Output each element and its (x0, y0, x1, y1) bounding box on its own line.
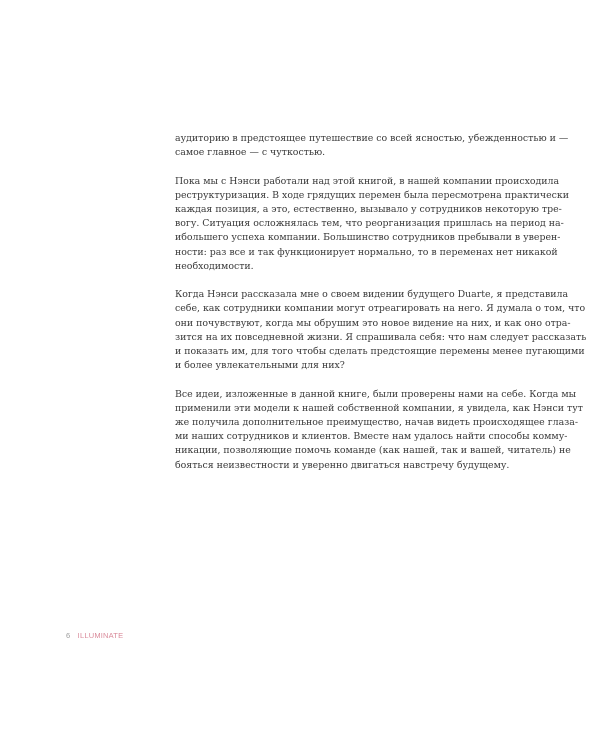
text-line: и показать им, для того чтобы сделать предстоящие перемены менее пугающими (175, 346, 585, 358)
page-footer (66, 631, 123, 640)
text-line: же получила дополнительное преимущество, начав видеть происходящее глаза- (175, 417, 579, 429)
text-line: ибольшего успеха компании. Большинство сотрудников пребывали в уверен- (175, 232, 561, 244)
text-line: Когда Нэнси рассказала мне о своем видении будущего Duarte, я представила (175, 289, 569, 301)
page-number: 6 (66, 631, 71, 640)
text-line: самое главное — с чуткостью. (175, 147, 326, 159)
text-line: они почувствуют, когда мы обрушим это новое видение на них, и как оно отра- (175, 317, 571, 329)
text-line: бояться неизвестности и уверенно двигаться навстречу будущему. (175, 459, 510, 471)
running-title: ILLUMINATE (77, 631, 124, 640)
text-line: реструктуризация. В ходе грядущих перемен была пересмотрена практически (175, 189, 569, 201)
paragraph-2 (175, 175, 569, 274)
body-text (175, 132, 587, 487)
paragraph-4 (175, 388, 583, 473)
text-line: Все идеи, изложенные в данной книге, были проверены нами на себе. Когда мы (175, 388, 577, 400)
text-line: аудиторию в предстоящее путешествие со всей ясностью, убежденностью и — (175, 133, 569, 144)
paragraph-3 (175, 288, 587, 373)
text-line: каждая позиция, а это, естественно, вызывало у сотрудников некоторую тре- (175, 204, 562, 215)
text-line: себе, как сотрудники компании могут отреагировать на него. Я думала о том, что (175, 303, 586, 315)
text-line: и более увлекательными для них? (175, 360, 345, 372)
text-line: ми наших сотрудников и клиентов. Вместе нам удалось найти способы комму- (175, 431, 568, 443)
text-line: необходимости. (175, 260, 254, 272)
text-line: ности: раз все и так функционирует нормально, то в переменах нет никакой (175, 246, 558, 258)
text-line: применили эти модели к нашей собственной компании, я увидела, как Нэнси тут (175, 402, 583, 414)
paragraph-1 (175, 132, 569, 160)
text-line: Пока мы с Нэнси работали над этой книгой, в нашей компании происходила (175, 175, 560, 187)
text-line: вогу. Ситуация осложнялась тем, что реорганизация пришлась на период на- (175, 218, 564, 230)
text-line: зится на их повседневной жизни. Я спрашивала себя: что нам следует рассказать (175, 331, 587, 343)
text-line: никации, позволяющие помочь команде (как нашей, так и вашей, читатель) не (175, 445, 571, 457)
